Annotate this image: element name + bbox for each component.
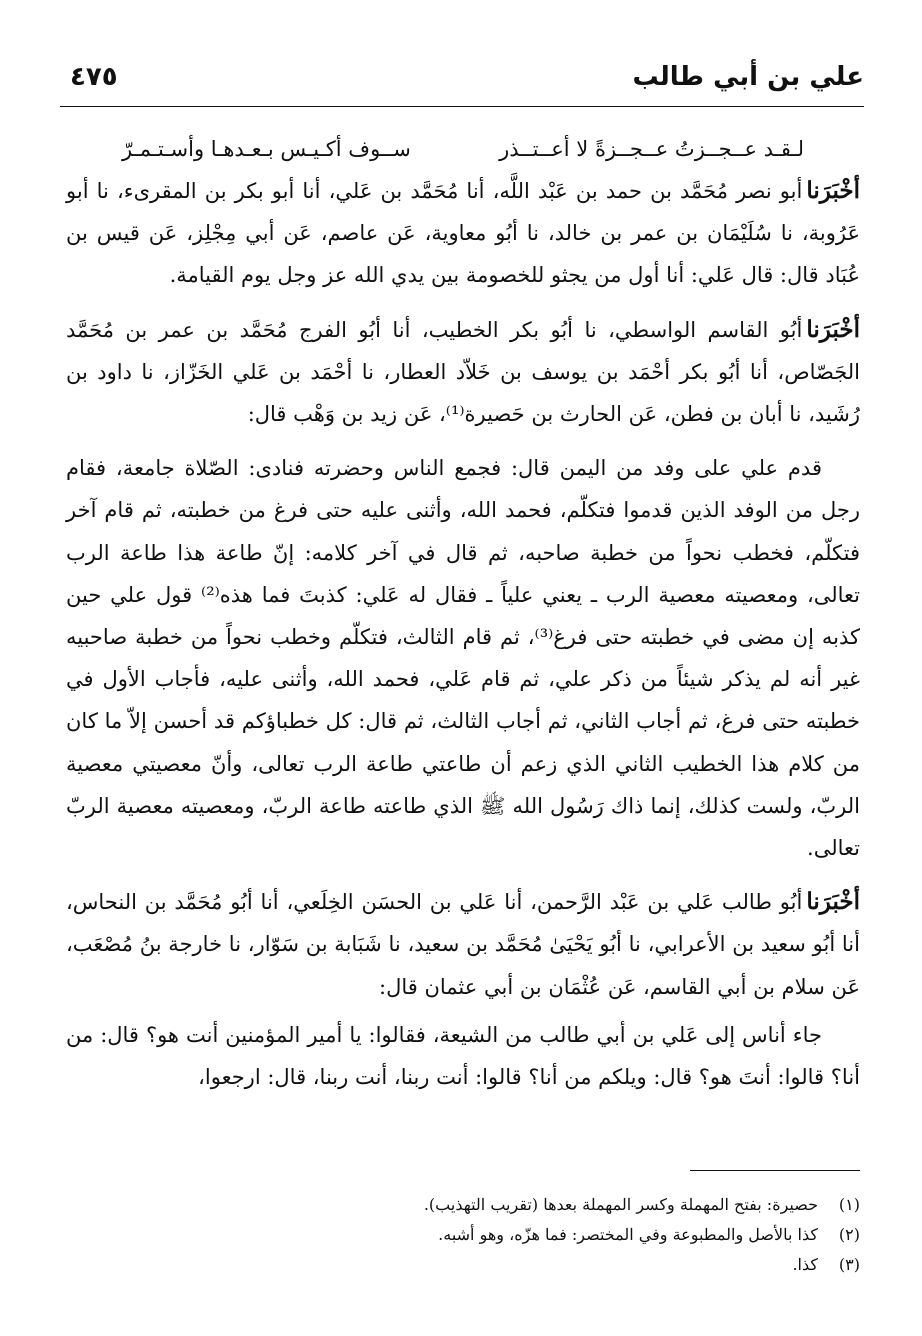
narration-paragraph xyxy=(66,309,860,436)
narration-lead-word: أخْبَرَنا xyxy=(806,177,860,204)
footnote-item xyxy=(66,1220,860,1250)
narration-paragraph xyxy=(66,881,860,1008)
narration-lead-word: أخْبَرَنا xyxy=(806,315,860,343)
footnote-item xyxy=(66,1250,860,1280)
narration-paragraph xyxy=(66,170,860,297)
footnote-number: (١) xyxy=(838,1195,860,1214)
poem-hemistich-second: ســوف أكـيـس بـعـدهـا وأسـتـمـرّ xyxy=(122,137,411,161)
narration-text: أبو نصر مُحَمَّد بن حمد بن عَبْد اللَّه، أنا مُحَمَّد بن عَلي، أنا أبو بكر بن المقرىء، نا أبو عَرُوبة، نا سُلَيْمَان بن عمر بن خالد، نا أبُو معاوية، عَن عاصم، عَن أبي مِجْلِز، عَن قيس بن عُبَاد قال: قال عَلي: أنا أول من يجثو للخصومة بين يدي الله عز وجل يوم القيامة. xyxy=(66,179,860,288)
header-rule xyxy=(60,106,864,107)
footnote-number: (٢) xyxy=(838,1225,860,1244)
narration-text: أبُو القاسم الواسطي، نا أبُو بكر الخطيب، أنا أبُو الفرج مُحَمَّد بن عمر بن مُحَمَّد الجَصّاص، أنا أبُو بكر أحْمَد بن يوسف بن خَلاّد العطار، نا أحْمَد بن عَلي الخَزّاز، نا داود بن رُشَيد، نا أبان بن فطن، عَن الحارث بن حَصيرة⁽¹⁾، عَن زيد بن وَهْب قال: xyxy=(66,317,860,427)
footnote-item xyxy=(66,1190,860,1220)
footnote-text: كذا. xyxy=(792,1255,818,1274)
main-text xyxy=(66,128,860,1098)
footnote-text: حصيرة: بفتح المهملة وكسر المهملة بعدها (تقريب التهذيب). xyxy=(423,1195,818,1214)
poem-verse xyxy=(66,128,860,170)
narration-paragraph xyxy=(66,447,860,869)
narration-text: أبُو طالب عَلي بن عَبْد الرَّحمن، أنا عَلي بن الحسَن الخِلَعي، أنا أبُو مُحَمَّد بن النحاس، أنا أبُو سعيد بن الأعرابي، نا أبُو يَحْيَىٰ مُحَمَّد بن سعيد، نا شَبَابة بن سَوّار، نا خارجة بنُ مُصْعَب، عَن سلام بن أبي القاسم، عَن عُثْمَان بن أبي عثمان قال: xyxy=(66,890,860,999)
footnote-number: (٣) xyxy=(838,1255,860,1274)
narration-text: قدم علي على وفد من اليمن قال: فجمع الناس وحضرته فنادى: الصّلاة جامعة، فقام رجل من الوفد الذين قدموا فتكلّم، فحمد الله، وأثنى عليه حتى فرغ من خطبته، ثم قام آخر فتكلّم، فخطب نحواً من خطبة صاحبه، ثم قال في آخر كلامه: إنّ طاعة هذا طاعة الرب تعالى، ومعصيته معصية الرب ـ يعني علياً ـ فقال له عَلي: كذبتَ فما هذه⁽²⁾ قول علي حين كذبه إن مضى في خطبته حتى فرغ⁽³⁾، ثم قام الثالث، فتكلّم وخطب نحواً من خطبة صاحبيه غير أنه لم يذكر شيئاً من ذكر علي، ثم قام عَلي، فحمد الله، وأثنى عليه، فأجاب الأول في خطبته حتى فرغ، ثم أجاب الثاني، ثم أجاب الثالث، ثم قال: كل خطباؤكم قد أحسن إلاّ ما كان من كلام هذا الخطيب الثاني الذي زعم أن طاعتي طاعة الرب تعالى، وأنّ معصيتي معصية الربّ، ولست كذلك، إنما ذاك رَسُول الله ﷺ الذي طاعته طاعة الربّ، ومعصيته معصية الربّ تعالى. xyxy=(66,456,861,861)
footnotes xyxy=(66,1190,860,1280)
footnotes-rule xyxy=(690,1170,860,1171)
running-header-title: علي بن أبي طالب xyxy=(632,62,864,92)
footnote-text: كذا بالأصل والمطبوعة وفي المختصر: فما هزّه، وهو أشبه. xyxy=(438,1225,818,1244)
narration-lead-word: أخْبَرَنا xyxy=(806,888,860,916)
page-number: ٤٧٥ xyxy=(70,62,118,92)
narration-text: جاء أناس إلى عَلي بن أبي طالب من الشيعة، فقالوا: يا أمير المؤمنين أنت هو؟ قال: من أنا؟ قالوا: أنتَ هو؟ قال: ويلكم من أنا؟ قالوا: أنت ربنا، أنت ربنا، قال: ارجعوا، xyxy=(66,1022,860,1090)
narration-paragraph xyxy=(66,1014,860,1098)
poem-hemistich-first: لـقـد عــجــزتُ عــجــزةً لا أعــتــذر xyxy=(499,137,804,161)
